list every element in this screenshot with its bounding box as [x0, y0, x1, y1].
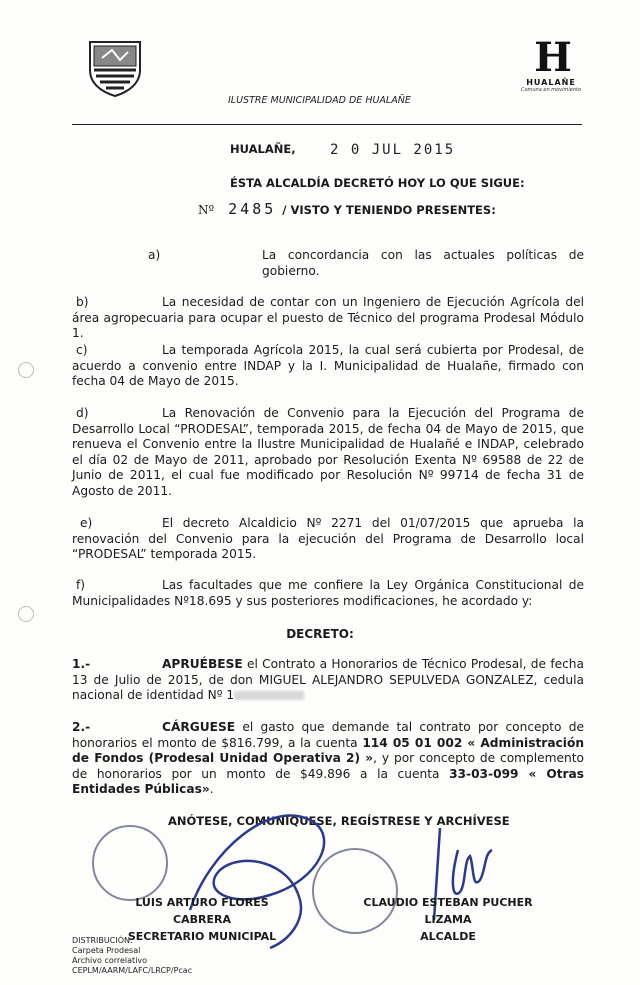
consideration-f: [72, 578, 584, 609]
consideration-c-text: La temporada Agrícola 2015, la cual será cubierta por Prodesal, de acuerdo a convenio entre INDAP y la I. Municipalidad de Hualañe, firmado con fecha 04 de Mayo de 2015.: [72, 343, 584, 388]
distribution-line: Carpeta Prodesal: [72, 946, 141, 955]
closing-formula: ANÓTESE, COMUNÍQUESE, REGÍSTRESE Y ARCHÍVESE: [168, 814, 510, 828]
item1-number: 1.-: [72, 657, 91, 671]
municipal-crest-icon: [84, 36, 146, 98]
item1-verb: APRUÉBESE: [162, 657, 243, 671]
consideration-d-text: La Renovación de Convenio para la Ejecución del Programa de Desarrollo Local “PRODESAL”, temporada 2015, de fecha 04 de Mayo de 2015, que renueva el Convenio entre la Ilustre Municipalidad de Hualañé e INDAP, celebrado el día 02 de Mayo de 2011, aprobado por Resolución Exenta Nº 69588 de 22 de Junio de 2011, el cual fue modificado por Resolución Nº 99714 de fecha 31 de Agosto de 2011.: [72, 406, 584, 498]
item2-end: .: [209, 782, 214, 796]
signer-role: ALCALDE: [420, 930, 476, 943]
decreto-heading: DECRETO:: [286, 627, 354, 641]
consideration-d: [72, 406, 584, 499]
decree-number-line: [198, 200, 496, 218]
item2-number: 2.-: [72, 720, 91, 734]
distribution-title: DISTRIBUCIÓN:: [72, 936, 133, 945]
distribution-line: CEPLM/AARM/LAFC/LRCP/Pcac: [72, 966, 193, 975]
punch-hole: [18, 606, 34, 622]
consideration-e-text: El decreto Alcaldicio Nº 2271 del 01/07/2015 que aprueba la renovación del Convenio para la ejecución del Programa de Desarrollo local “PRODESAL” temporada 2015.: [72, 516, 584, 561]
consideration-e: [72, 516, 584, 563]
visto-heading: / VISTO Y TENIENDO PRESENTES:: [282, 203, 496, 217]
decree-place: HUALAÑE,: [230, 142, 296, 156]
date-stamp: 2 0 JUL 2015: [330, 142, 456, 158]
consideration-b-label: b): [76, 295, 89, 309]
municipality-title: ILUSTRE MUNICIPALIDAD DE HUALAÑE: [228, 95, 411, 106]
decree-intro: ÉSTA ALCALDÍA DECRETÓ HOY LO QUE SIGUE:: [230, 176, 525, 190]
logo-name: HUALAÑE: [526, 78, 576, 87]
header-divider: [72, 124, 582, 125]
consideration-e-label: e): [80, 516, 93, 530]
consideration-d-label: d): [76, 406, 89, 420]
signer-name: LUIS ARTURO FLORES CABRERA: [135, 896, 269, 926]
distribution-line: Archivo correlativo: [72, 956, 148, 965]
decree-item-2: [72, 720, 584, 798]
hualane-logo: [520, 34, 582, 93]
distribution-list: [72, 936, 192, 976]
item2-text-2: , y por concepto de complemento de honorarios por un monto de $49.896 a la cuenta: [72, 751, 584, 781]
signer-role: SECRETARIO MUNICIPAL: [127, 930, 277, 943]
consideration-b-text: La necesidad de contar con un Ingeniero de Ejecución Agrícola del área agropecuaria para ocupar el puesto de Técnico del programa Prodesal Módulo 1.: [72, 295, 584, 340]
item1-text: el Contrato a Honorarios de Técnico Prodesal, de fecha 13 de Julio de 2015, de don MIGUEL ALEJANDRO SEPULVEDA GONZALEZ, cedula nacional de identidad Nº 1: [72, 657, 584, 702]
consideration-f-text: Las facultades que me confiere la Ley Orgánica Constitucional de Municipalidades Nº18.695 y sus posteriores modificaciones, he acordado y:: [72, 578, 584, 608]
consideration-a-text: La concordancia con las actuales políticas de gobierno.: [262, 248, 584, 278]
consideration-a-label: a): [148, 248, 161, 262]
decree-item-1: [72, 657, 584, 704]
signer-name: CLAUDIO ESTEBAN PUCHER LIZAMA: [363, 896, 533, 926]
item2-verb: CÁRGUESE: [162, 720, 236, 734]
signature-mayor: [338, 894, 558, 945]
item2-account-1: 114 05 01 002 « Administración de Fondos (Prodesal Unidad Operativa 2) »: [72, 735, 584, 765]
consideration-b: [72, 295, 584, 342]
redacted-id: [234, 691, 304, 700]
punch-hole: [18, 362, 34, 378]
logo-mark: H: [534, 34, 568, 81]
item2-text-1: el gasto que demande tal contrato por concepto de honorarios el monto de $816.799, a la cuenta: [72, 720, 584, 750]
consideration-c: [72, 343, 584, 390]
consideration-c-label: c): [76, 343, 88, 357]
decree-number: 2485: [228, 200, 277, 218]
logo-tagline: Comuna en movimiento: [520, 87, 582, 93]
consideration-f-label: f): [76, 578, 86, 592]
item2-account-2: 33-03-099 « Otras Entidades Públicas»: [72, 766, 585, 796]
number-prefix: Nº: [198, 203, 215, 217]
